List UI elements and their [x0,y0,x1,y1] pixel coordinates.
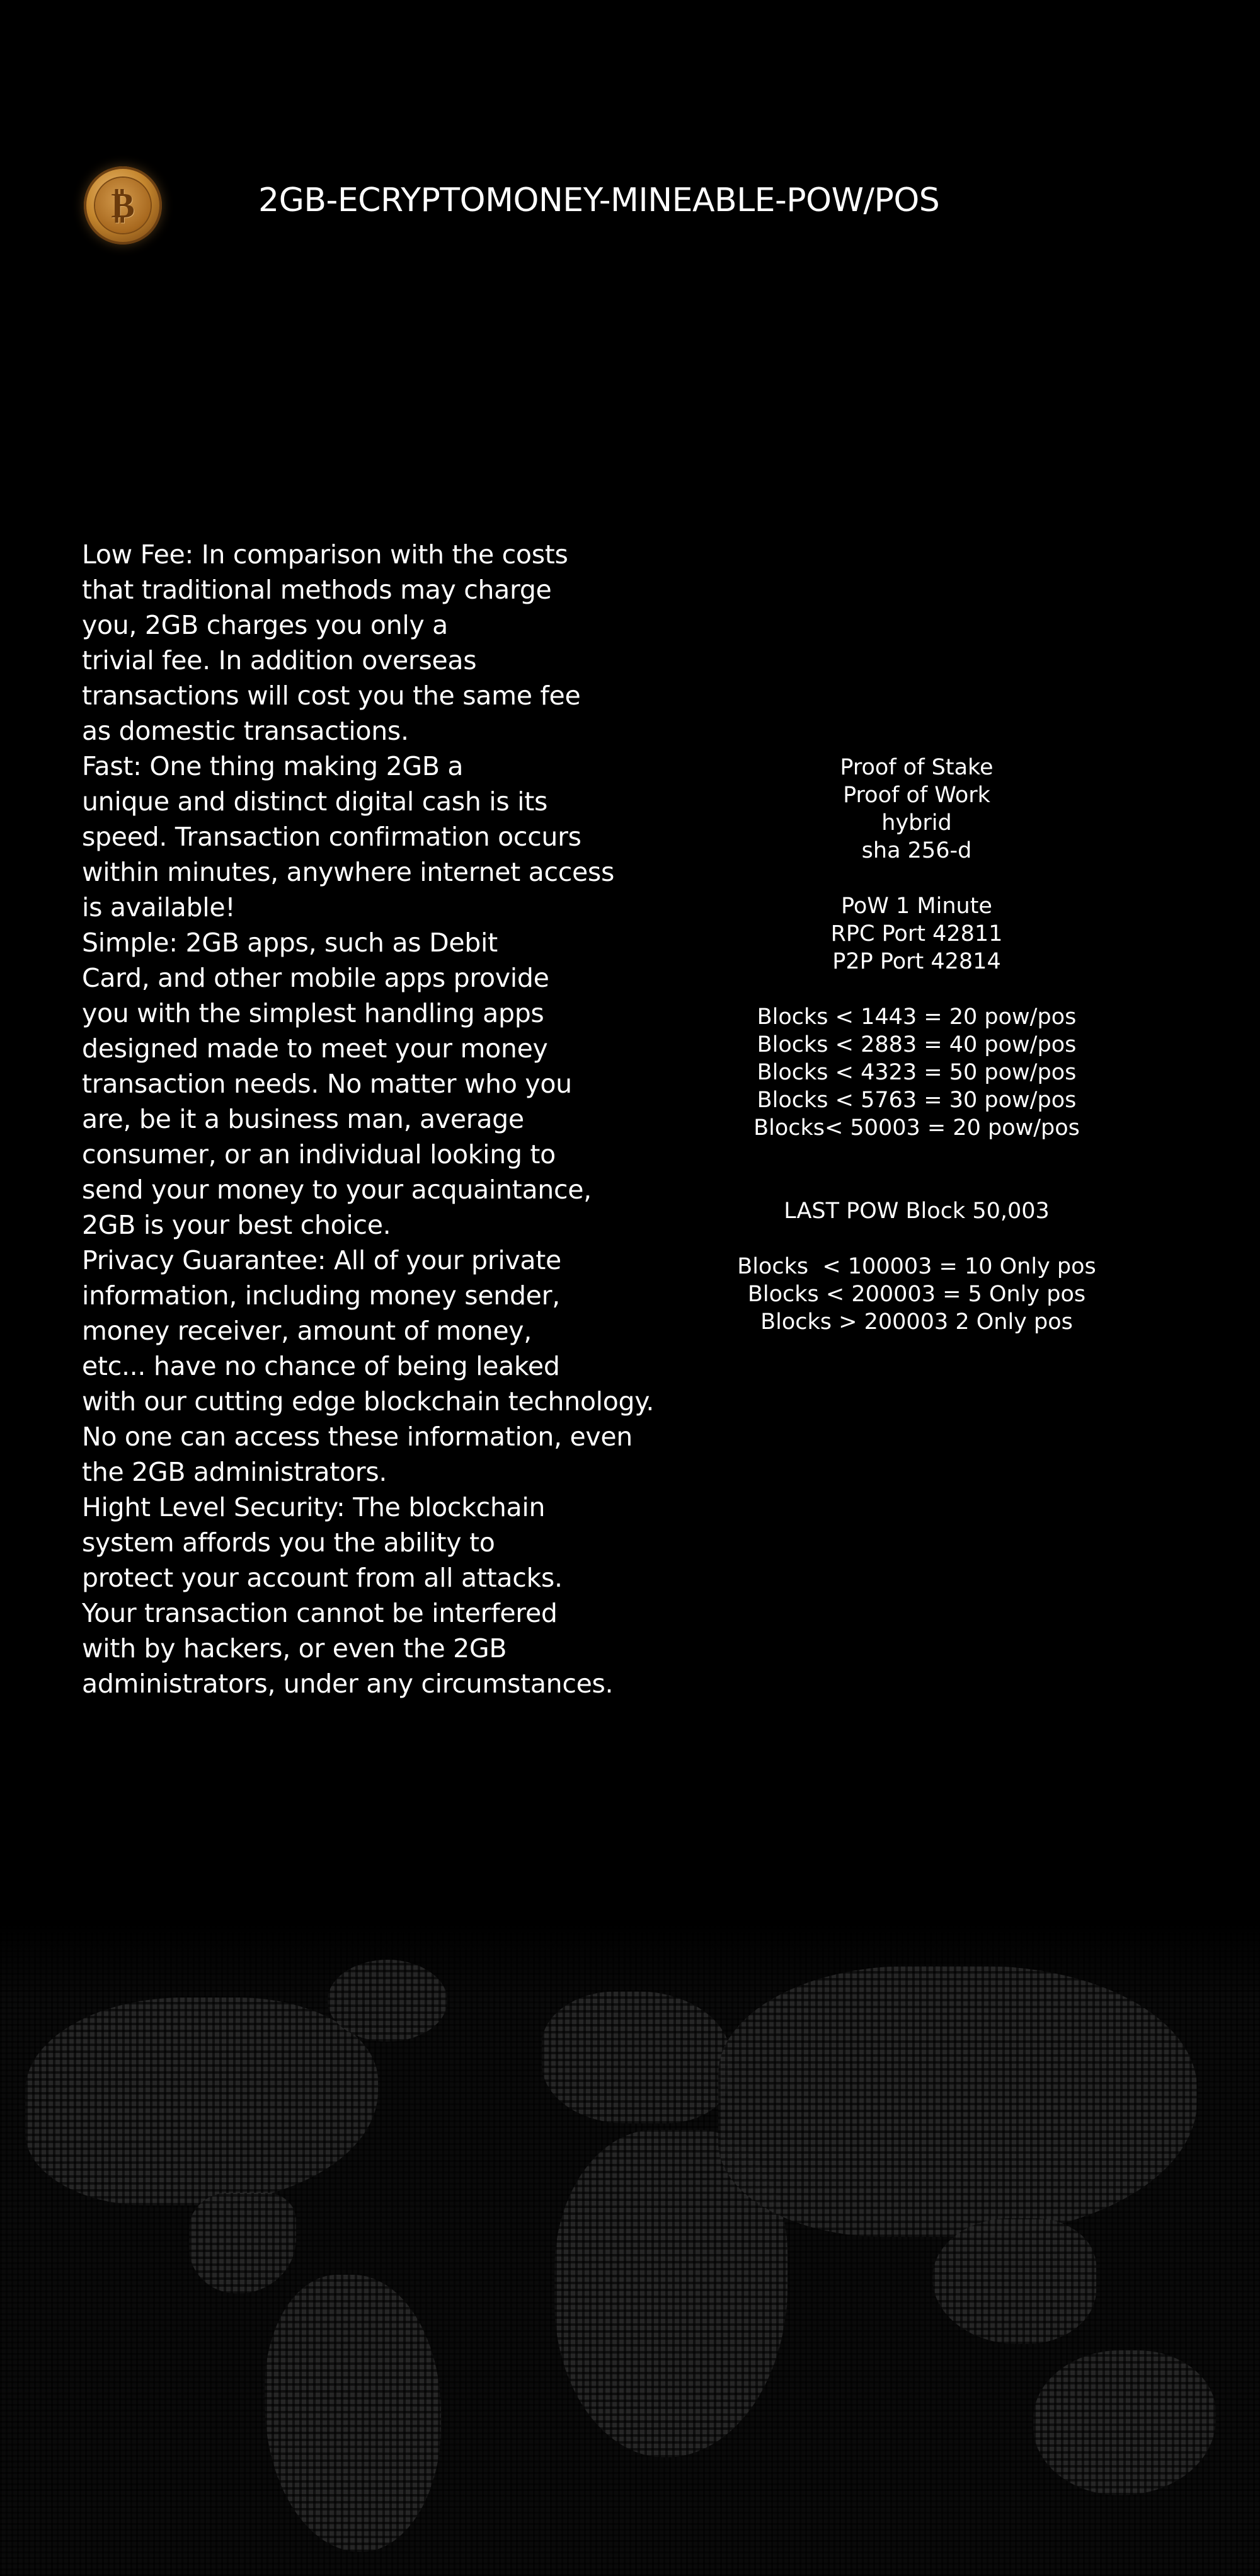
spec-algo-1: Proof of Work [843,783,990,808]
spacer [728,865,1106,892]
world-map-dots-icon [0,1922,1260,2576]
site-title[interactable]: 2GB-ECRYPTOMONEY-MINEABLE-POW/POS [258,181,940,219]
spacer [728,975,1106,1003]
spec-network-2: P2P Port 42814 [832,949,1001,974]
header [0,0,1260,265]
greenland-shape [328,1960,447,2042]
spec-network-1: RPC Port 42811 [830,921,1003,946]
spec-reward-1: Blocks < 2883 = 40 pow/pos [757,1032,1077,1057]
bitcoin-coin-icon[interactable] [84,166,162,244]
north-america-shape [25,1998,378,2205]
features-description: Low Fee: In comparison with the costs that traditional methods may charge you, 2GB charges you only a trivial fee. In addition overseas transactions will cost you the same fee as domestic transactions. Fast: One thing making 2GB a unique and distinct digital cash is its speed. Transaction confirmation occurs within minutes, anywhere internet access is available! Simple: 2GB apps, such as Debit Card, and other mobile apps provide you with the simplest handling apps designed made to meet your money transaction needs. No matter who you are, be it a business man, average consumer, or an individual looking to send your money to your acquaintance, 2GB is your best choice. Privacy Guarantee: All of your private information, including money sender, money receiver, amount of money, etc... have no chance of being leaked with our cutting edge blockchain technology. No one can access these information, even the 2GB administrators. Hight Level Security: The blockchain system affords you the ability to protect your account from all attacks. Your transaction cannot be interfered with by hackers, or even the 2GB administrators, under any circumstances. [82,539,655,1699]
spec-reward-0: Blocks < 1443 = 20 pow/pos [757,1004,1077,1030]
southeast-asia-shape [932,2218,1096,2344]
spec-network-0: PoW 1 Minute [841,894,992,919]
spec-reward-2: Blocks < 4323 = 50 pow/pos [757,1060,1077,1085]
europe-shape [542,1991,731,2124]
spec-pos-2: Blocks > 200003 2 Only pos [760,1309,1073,1335]
spec-reward-4: Blocks< 50003 = 20 pow/pos [753,1115,1080,1141]
coin-specs-panel [728,754,1106,1336]
spacer [728,1142,1106,1197]
spec-pos-1: Blocks < 200003 = 5 Only pos [747,1282,1086,1307]
coin-face [95,178,151,233]
central-america-shape [189,2193,296,2294]
asia-shape [718,1966,1197,2237]
spec-algo-3: sha 256-d [861,838,972,863]
spec-algo-2: hybrid [881,810,952,836]
south-america-shape [265,2275,441,2552]
spec-reward-3: Blocks < 5763 = 30 pow/pos [757,1088,1077,1113]
spacer [728,1225,1106,1253]
spec-algo-0: Proof of Stake [840,755,994,780]
australia-shape [1033,2350,1216,2495]
spec-pos-0: Blocks < 100003 = 10 Only pos [737,1254,1096,1279]
spec-last-pow: LAST POW Block 50,003 [784,1199,1050,1224]
bitcoin-symbol: ₿ [111,185,135,226]
